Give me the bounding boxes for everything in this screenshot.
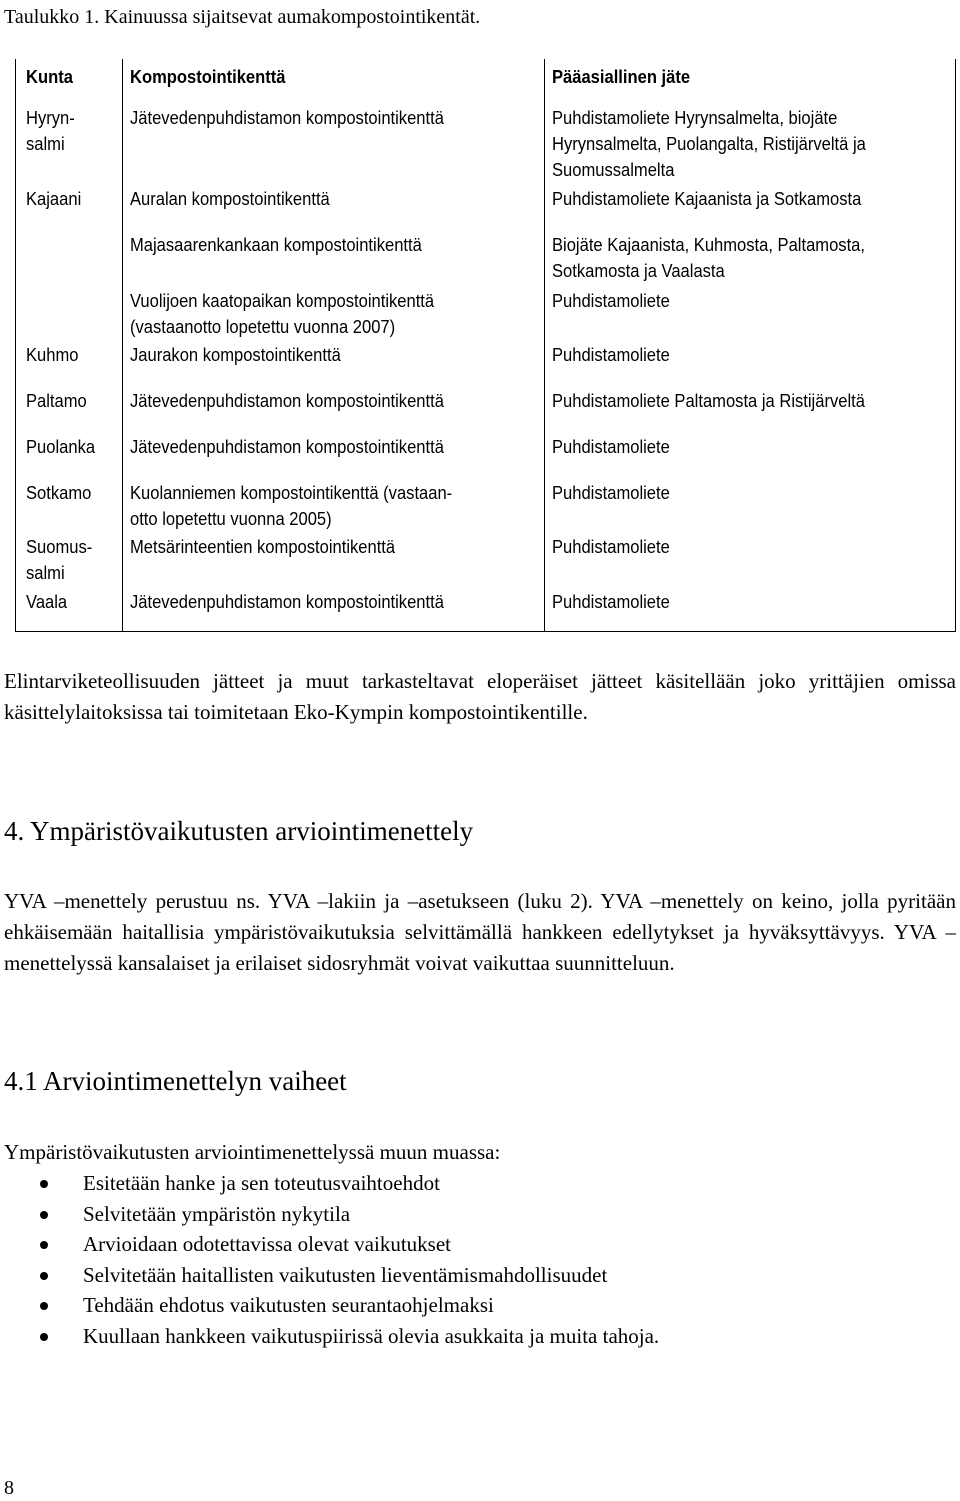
table-cell-municipality: Vaala — [26, 592, 68, 612]
list-item — [0, 1168, 659, 1199]
table-cell-waste: Suomussalmelta — [552, 160, 675, 180]
section-heading-4: 4. Ympäristövaikutusten arviointimenettely — [4, 816, 474, 846]
table-cell-field: Jätevedenpuhdistamon kompostointikenttä — [130, 391, 444, 411]
list-item-text: Selvitetään haitallisten vaikutusten lieventämismahdollisuudet — [83, 1262, 608, 1287]
paragraph-yva-procedure: YVA –menettely perustuu ns. YVA –lakiin ja –asetukseen (luku 2). YVA –menettely on keino, jolla pyritään ehkäisemään haitallisia ympäristövaikutuksia selvittämällä hankkeen edellytykset ja hyväksyttävyys. YVA –menettelyssä kansalaiset ja erilaiset sidosryhmät voivat vaikuttaa suunnitteluun. — [4, 889, 956, 975]
table-cell-waste: Hyrynsalmelta, Puolangalta, Ristijärveltä ja — [552, 134, 866, 154]
table-cell-field: (vastaanotto lopetettu vuonna 2007) — [130, 317, 396, 337]
table-cell-municipality: salmi — [26, 563, 65, 583]
table-cell-municipality: salmi — [26, 134, 65, 154]
table-cell-municipality: Sotkamo — [26, 483, 92, 503]
bullet-icon — [40, 1272, 48, 1280]
table-column-divider — [544, 59, 545, 631]
table-cell-field: Jaurakon kompostointikenttä — [130, 345, 341, 365]
table-cell-municipality: Kajaani — [26, 189, 82, 209]
table-column-divider — [122, 59, 123, 631]
table-cell-municipality: Kuhmo — [26, 345, 79, 365]
table-caption: Taulukko 1. Kainuussa sijaitsevat aumakompostointikentät. — [4, 6, 481, 28]
list-item — [0, 1199, 659, 1230]
composting-fields-table — [15, 59, 956, 632]
table-cell-municipality: Puolanka — [26, 437, 96, 457]
list-item-text: Esitetään hanke ja sen toteutusvaihtoehdot — [83, 1171, 440, 1195]
paragraph-food-industry-waste: Elintarviketeollisuuden jätteet ja muut tarkasteltavat eloperäiset jätteet käsitellään joko yrittäjien omissa käsittelylaitoksissa tai toimitetaan Eko-Kympin kompostointikentille. — [4, 669, 956, 724]
bullet-icon — [40, 1180, 48, 1188]
table-cell-waste: Biojäte Kajaanista, Kuhmosta, Paltamosta, — [552, 235, 865, 255]
header-main-waste: Pääasiallinen jäte — [552, 67, 691, 87]
list-item — [0, 1290, 659, 1321]
table-cell-field: Kuolanniemen kompostointikenttä (vastaan- — [130, 483, 453, 503]
table-cell-field: Metsärinteentien kompostointikenttä — [130, 537, 396, 557]
table-cell-waste: Puhdistamoliete — [552, 291, 670, 311]
bullet-icon — [40, 1211, 48, 1219]
table-cell-waste: Puhdistamoliete — [552, 345, 670, 365]
table-cell-waste: Puhdistamoliete — [552, 592, 670, 612]
list-item — [0, 1260, 659, 1291]
header-municipality: Kunta — [26, 67, 73, 87]
list-intro: Ympäristövaikutusten arviointimenettelyssä muun muassa: — [4, 1140, 501, 1164]
page-number: 8 — [4, 1477, 14, 1499]
bullet-icon — [40, 1241, 48, 1249]
table-cell-field: Auralan kompostointikenttä — [130, 189, 330, 209]
table-cell-field: otto lopetettu vuonna 2005) — [130, 509, 332, 529]
table-cell-field: Vuolijoen kaatopaikan kompostointikenttä — [130, 291, 435, 311]
table-cell-waste: Puhdistamoliete — [552, 483, 670, 503]
list-item-text: Tehdään ehdotus vaikutusten seurantaohjelmaksi — [83, 1293, 494, 1317]
assessment-steps-list — [0, 1168, 659, 1351]
table-cell-municipality: Hyryn- — [26, 108, 75, 128]
table-cell-waste: Puhdistamoliete — [552, 437, 670, 457]
list-item-text: Kuullaan hankkeen vaikutuspiirissä olevia asukkaita ja muita tahoja. — [83, 1323, 660, 1348]
list-item-text: Selvitetään ympäristön nykytila — [83, 1201, 351, 1226]
bullet-icon — [40, 1333, 48, 1341]
table-cell-waste: Puhdistamoliete Paltamosta ja Ristijärveltä — [552, 391, 865, 411]
table-cell-waste: Sotkamosta ja Vaalasta — [552, 261, 725, 281]
table-cell-field: Jätevedenpuhdistamon kompostointikenttä — [130, 437, 444, 457]
bullet-icon — [40, 1302, 48, 1310]
table-cell-waste: Puhdistamoliete — [552, 537, 670, 557]
table-cell-waste: Puhdistamoliete Kajaanista ja Sotkamosta — [552, 189, 862, 209]
header-composting-field: Kompostointikenttä — [130, 67, 286, 87]
table-cell-field: Majasaarenkankaan kompostointikenttä — [130, 235, 422, 255]
table-cell-field: Jätevedenpuhdistamon kompostointikenttä — [130, 108, 444, 128]
table-cell-waste: Puhdistamoliete Hyrynsalmelta, biojäte — [552, 108, 838, 128]
table-cell-municipality: Paltamo — [26, 391, 87, 411]
section-heading-4-1: 4.1 Arviointimenettelyn vaiheet — [4, 1066, 347, 1096]
table-cell-field: Jätevedenpuhdistamon kompostointikenttä — [130, 592, 444, 612]
list-item — [0, 1229, 659, 1260]
table-cell-municipality: Suomus- — [26, 537, 93, 557]
list-item — [0, 1321, 659, 1352]
list-item-text: Arvioidaan odotettavissa olevat vaikutukset — [83, 1232, 451, 1256]
